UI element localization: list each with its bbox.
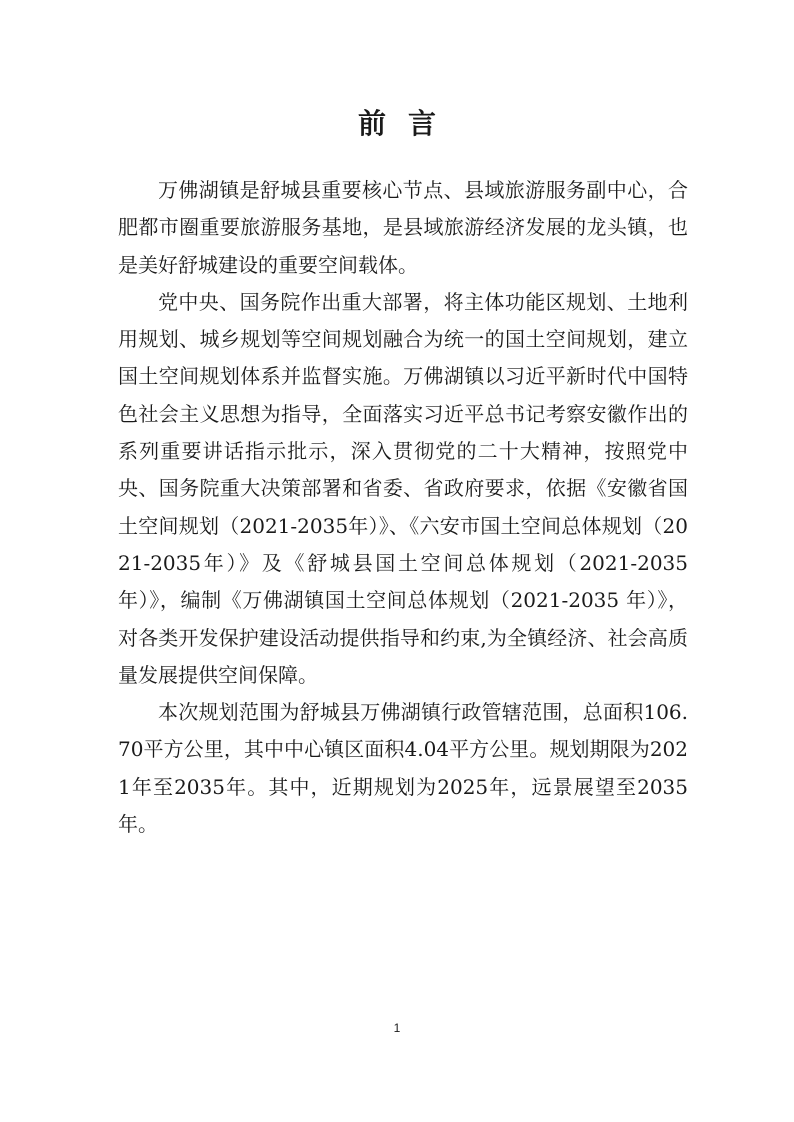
page-number: 1 <box>393 1021 401 1035</box>
body-text <box>118 172 688 843</box>
page-title: 前言 <box>357 107 458 140</box>
paragraph-intro: 万佛湖镇是舒城县重要核心节点、县域旅游服务副中心，合肥都市圈重要旅游服务基地，是县域旅游经济发展的龙头镇，也是美好舒城建设的重要空间载体。 <box>118 178 688 277</box>
paragraph-policy-basis: 党中央、国务院作出重大部署，将主体功能区规划、土地利用规划、城乡规划等空间规划融合为统一的国土空间规划，建立国土空间规划体系并监督实施。万佛湖镇以习近平新时代中国特色社会主义思想为指导，全面落实习近平总书记考察安徽作出的系列重要讲话指示批示，深入贯彻党的二十大精神，按照党中央、国务院重大决策部署和省委、省政府要求，依据《安徽省国土空间规划（2021-2035年）》、《六安市国土空间总体规划（2021-2035年）》及《舒城县国土空间总体规划（2021-2035 年）》，编制《万佛湖镇国土空间总体规划（2021-2035 年）》，对各类开发保护建设活动提供指导和约束,为全镇经济、社会高质量发展提供空间保障。 <box>118 289 688 687</box>
paragraph-scope: 本次规划范围为舒城县万佛湖镇行政管辖范围，总面积106.70平方公里，其中中心镇区面积4.04平方公里。规划期限为2021年至2035年。其中，近期规划为2025年，远景展望至2035年。 <box>118 700 688 837</box>
